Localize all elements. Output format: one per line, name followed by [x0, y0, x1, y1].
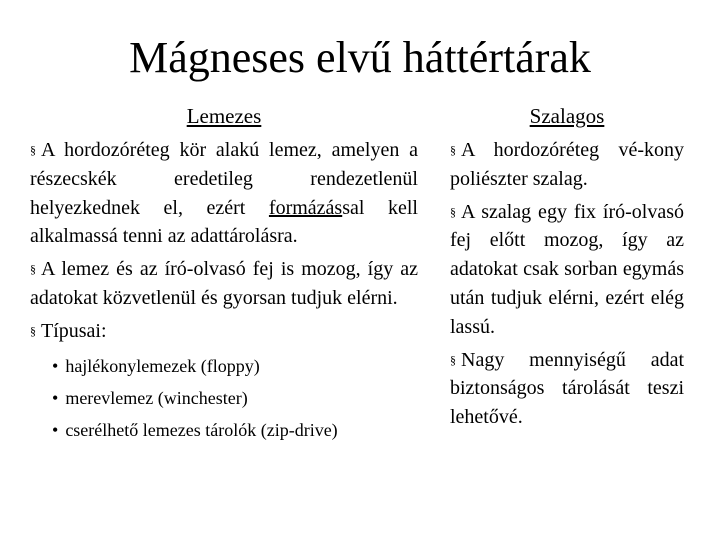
paragraph-disk-access: [30, 255, 418, 313]
disk-types-list: [30, 350, 418, 446]
dot-bullet-icon: •: [52, 355, 59, 376]
dot-bullet-icon: •: [52, 419, 59, 440]
section-bullet-icon: §: [30, 323, 36, 338]
paragraph-tape-access: [450, 198, 684, 342]
column-szalagos: [450, 104, 684, 436]
paragraph-disk-medium: [30, 136, 418, 251]
column-heading-szalagos: Szalagos: [529, 104, 605, 128]
link-formazas[interactable]: formázás: [268, 196, 343, 219]
paragraph-tape-medium: [450, 136, 684, 194]
text-disk-access: A lemez és az író-olvasó fej is mozog, így az adatokat közvetlenül és gyorsan tudjuk elérni.: [30, 258, 418, 309]
text-tape-access: A szalag egy fix író-olvasó fej előtt mozog, így az adatokat csak sorban egymás után tudjuk elérni, ezért elég lassú.: [450, 200, 684, 338]
dot-bullet-icon: •: [52, 387, 59, 408]
text-tape-medium: A hordozóréteg vé-kony poliészter szalag.: [450, 139, 684, 190]
section-bullet-icon: §: [30, 262, 36, 277]
column-heading-lemezes: Lemezes: [186, 104, 262, 128]
text-disk-types: Típusai:: [41, 319, 107, 342]
section-bullet-icon: §: [450, 204, 456, 219]
list-item: • cserélhető lemezes tárolók (zip-drive): [52, 419, 338, 440]
slide-title: Mágneses elvű háttértárak: [129, 33, 591, 82]
section-bullet-icon: §: [450, 352, 456, 367]
text-tape-capacity: Nagy mennyiségű adat biztonságos tárolását teszi lehetővé.: [450, 348, 684, 429]
list-item: • merevlemez (winchester): [52, 387, 248, 408]
section-bullet-icon: §: [450, 143, 456, 157]
section-bullet-icon: §: [30, 143, 36, 157]
paragraph-tape-capacity: [450, 346, 684, 432]
list-item: • hajlékonylemezek (floppy): [52, 355, 260, 376]
column-lemezes: [30, 104, 418, 446]
text-disk-medium-post: sal kell alkalmassá tenni az adattárolásra.: [30, 196, 418, 248]
text-disk-medium-pre: A hordozóréteg kör alakú lemez, amelyen a részecskék eredetileg rendezetlenül helyezkednek el, ezért: [30, 139, 418, 219]
paragraph-disk-types: [30, 317, 418, 346]
